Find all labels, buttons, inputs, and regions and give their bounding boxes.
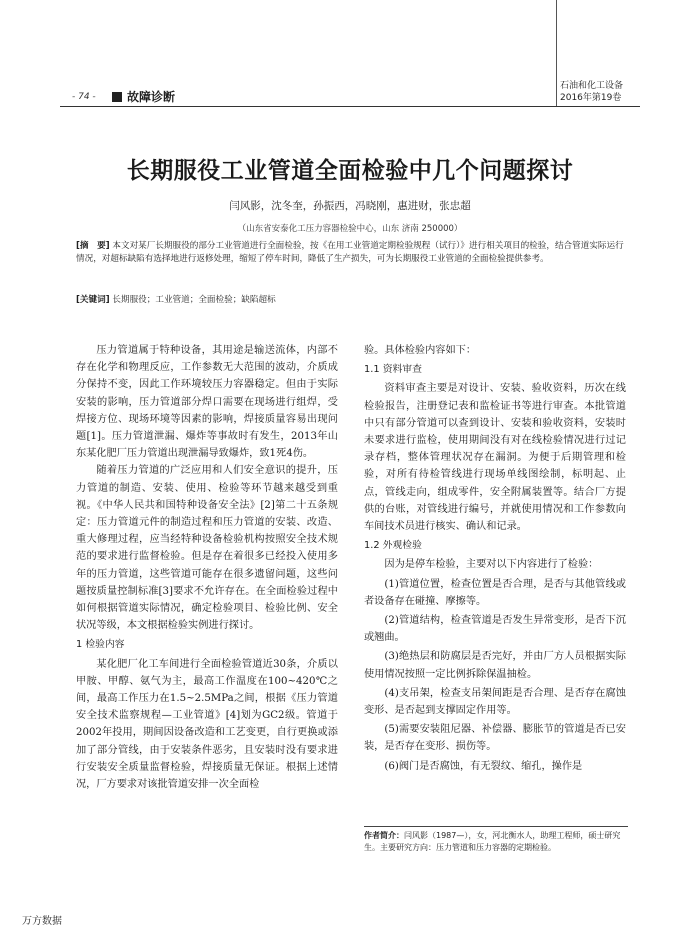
author-note bbox=[364, 830, 628, 854]
abstract-label: [摘 要] bbox=[76, 241, 110, 251]
page-number: - 74 - bbox=[72, 92, 96, 102]
square-bullet-icon bbox=[112, 92, 122, 102]
abstract bbox=[76, 240, 628, 266]
journal-issue: 2016年第19卷 bbox=[560, 93, 622, 103]
footer-watermark: 万方数据 bbox=[22, 916, 62, 927]
paragraph: 验。具体检验内容如下： bbox=[364, 345, 477, 356]
article-affiliation: （山东省安泰化工压力容器检验中心，山东 济南 250000） bbox=[237, 224, 463, 234]
list-item: (5)需要安装阻尼器、补偿器、膨胀节的管道是否已安装，是否存在变形、损伤等。 bbox=[364, 724, 626, 753]
section-label-text: 故障诊断 bbox=[127, 90, 176, 104]
keywords-text: 长期服役；工业管道；全面检验；缺陷超标 bbox=[112, 295, 276, 305]
section-label bbox=[112, 88, 175, 105]
paragraph: 压力管道属于特种设备，其用途是输送流体，内部不存在化学和物理反应，工作参数无大范围的波动，介质成分保持不变，因此工作环境较压力容器稳定。但由于实际安装的影响，压力管道部分焊口需要在现场进行组焊，受焊接方位、现场环境等因素的影响，焊接质量容易出现问题[1]。压力管道泄漏、爆炸等事故时有发生，2013年山东某化肥厂压力管道出现泄漏导致爆炸，致1死4伤。 bbox=[76, 345, 338, 460]
list-item: (4)支吊架，检查支吊架间距是否合理、是否存在腐蚀变形、是否起到支撑固定作用等。 bbox=[364, 687, 626, 717]
left-column bbox=[76, 342, 338, 793]
author-note-text: 闫风影（1987—），女，河北衡水人，助理工程师，硕士研究生。主要研究方向：压力管道和压力容器的定期检验。 bbox=[364, 831, 621, 852]
paragraph: 资料审查主要是对设计、安装、验收资料，历次在线检验报告，注册登记表和监检证书等进行审查。本批管道中只有部分管道可以查到设计、安装和验收资料，安装时未要求进行监检，使用期间没有对在线检验情况进行过记录存档，整体管理状况存在漏洞。为便于后期管理和检验，对所有待检管线进行现场单线图绘制，标明起、止点，管线走向，组成零件，安全附属装置等。结合厂方提供的台账，对管线进行编号，并就使用情况和工作参数向车间技术员进行核实、确认和记录。 bbox=[364, 383, 626, 533]
section-heading: 1.1 资料审查 bbox=[364, 364, 422, 376]
list-item: (2)管道结构，检查管道是否发生异常变形，是否下沉或翘曲。 bbox=[364, 615, 626, 644]
journal-name: 石油和化工设备 bbox=[560, 81, 624, 91]
keywords bbox=[76, 293, 628, 305]
author-note-label: 作者简介： bbox=[364, 831, 404, 840]
header-rule bbox=[60, 106, 640, 107]
list-item: (3)绝热层和防腐层是否完好，并由厂方人员根据实际使用情况按照一定比例拆除保温抽检。 bbox=[364, 651, 626, 680]
paragraph: 某化肥厂化工车间进行全面检验管道近30条，介质以甲胺、甲醇、氨气为主，最高工作温度在100~420℃之间，最高工作压力在1.5~2.5MPa之间，根据《压力管道安全技术监察规程—工业管道》[4]划为GC2级。管道于2002年投用，期间因设备改造和工艺变更，自行更换或添加了部分管线，由于安装条件恶劣，且安装时没有要求进行安装安全质量监督检验，焊接质量无保证。根据上述情况，厂方要求对该批管道安排一次全面检 bbox=[76, 658, 338, 791]
section-heading: 1 检验内容 bbox=[76, 639, 125, 651]
section-heading: 1.2 外观检验 bbox=[364, 540, 422, 552]
right-column bbox=[364, 342, 626, 775]
paragraph: 随着压力管道的广泛应用和人们安全意识的提升，压力管道的制造、安装、使用、检验等环节越来越受到重视。《中华人民共和国特种设备安全法》[2]第二十五条规定：压力管道元件的制造过程和压力管道的安装、改造、重大修理过程，应当经特种设备检验机构按照安全技术规范的要求进行监督检验。但是存在着很多已经投入使用多年的压力管道，这些管道可能存在很多遗留问题，这些问题按质量控制标准[3]要求不允许存在。在全面检验过程中如何根据管道实际情况，确定检验项目、检验比例、安全状况等级，本文根据检验实例进行探讨。 bbox=[76, 465, 338, 632]
list-item: (6)阀门是否腐蚀，有无裂纹、缩孔，操作是 bbox=[384, 760, 583, 772]
journal-info bbox=[560, 80, 623, 104]
keywords-label: [关键词] bbox=[76, 295, 110, 305]
article-authors: 闫风影，沈冬奎，孙振西，冯晓刚，惠进财，张忠超 bbox=[229, 200, 471, 212]
footnote-rule bbox=[364, 826, 628, 827]
header-vertical-rule bbox=[556, 0, 557, 106]
list-item: (1)管道位置，检查位置是否合理，是否与其他管线或者设备存在碰撞、摩擦等。 bbox=[364, 578, 626, 607]
abstract-text: 本文对某厂长期服役的部分工业管道进行全面检验，按《在用工业管道定期检验规程（试行）》进行相关项目的检验，结合管道实际运行情况，对超标缺陷有选择地进行返修处理，缩短了停车时间，降低了生产损失，可为长期服役工业管道的全面检验提供参考。 bbox=[76, 241, 624, 264]
article-title: 长期服役工业管道全面检验中几个问题探讨 bbox=[126, 158, 574, 184]
paragraph: 因为是停车检验，主要对以下内容进行了检验： bbox=[384, 559, 599, 571]
